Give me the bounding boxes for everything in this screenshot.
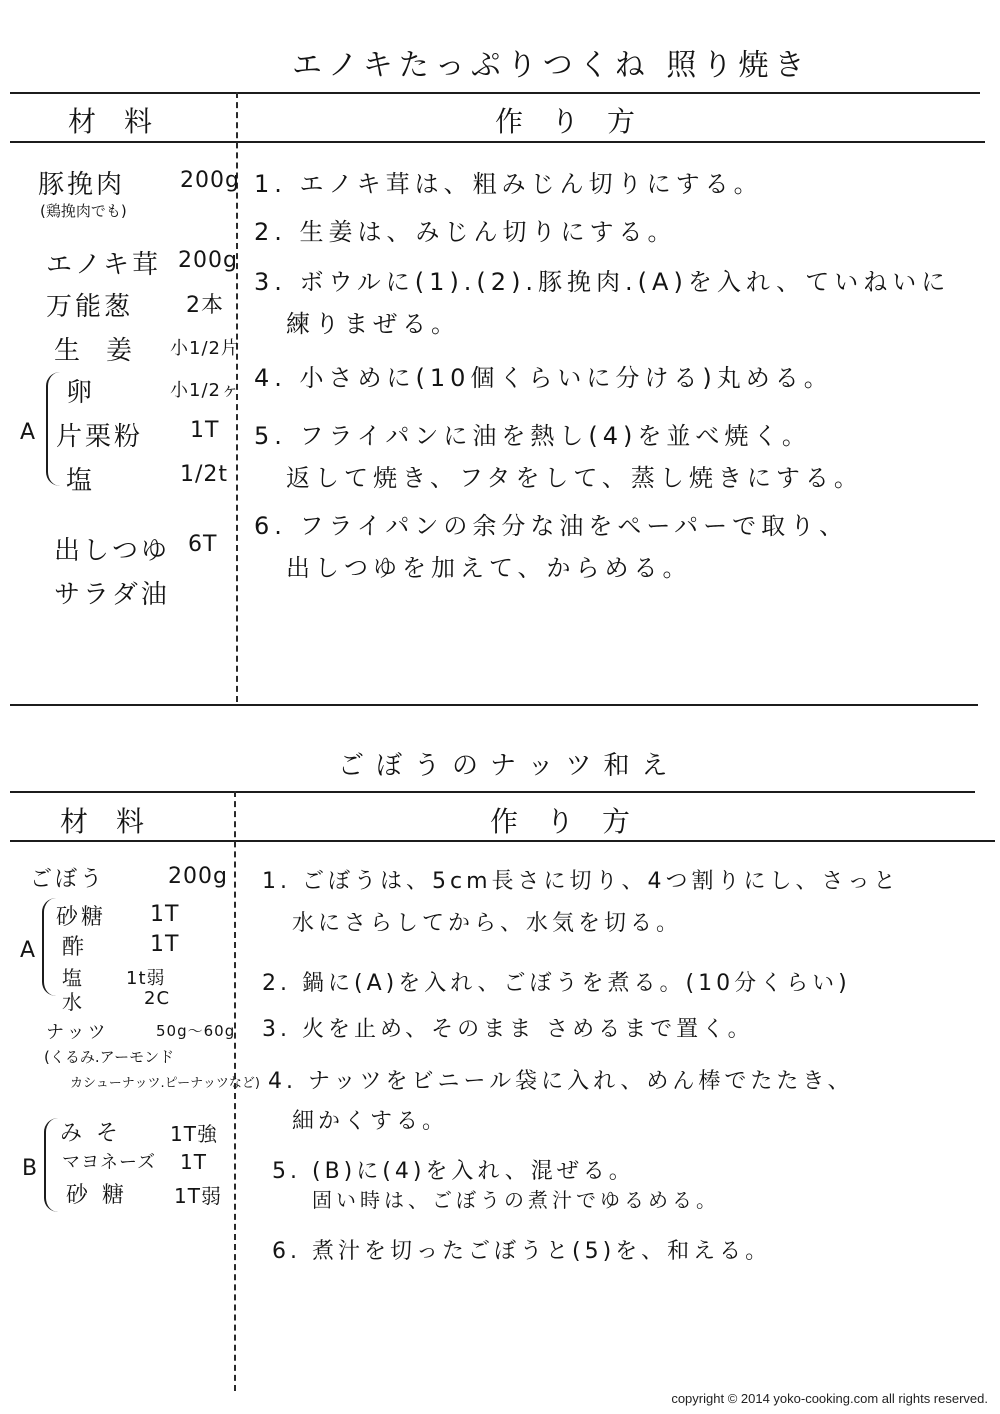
ingredient-name: 片栗粉 — [56, 422, 144, 452]
recipe1-step-line: 6. フライパンの余分な油をペーパーで取り、 — [254, 512, 849, 540]
recipe1-header-top-rule — [10, 92, 980, 94]
ingredient-amount: 200g — [168, 864, 228, 889]
recipe1-step-line: 4. 小さめに(10個くらいに分ける)丸める。 — [254, 364, 833, 392]
ingredient-row — [66, 460, 234, 497]
recipe2-group-a-label: A — [20, 938, 36, 963]
ingredient-name: 塩 — [66, 466, 96, 496]
recipe1-step-line: 出しつゆを加えて、からめる。 — [286, 554, 692, 582]
ingredient-row — [46, 1018, 236, 1044]
ingredient-name: マヨネーズ — [62, 1152, 157, 1173]
ingredient-row — [60, 1116, 232, 1147]
ingredient-amount: 1T — [190, 418, 220, 443]
ingredient-amount: 200g — [178, 248, 238, 273]
recipe2-ingredients-header: 材料 — [60, 805, 173, 838]
recipe2-step-line: 3. 火を止め、そのまま さめるまで置く。 — [262, 1017, 754, 1042]
recipe2-header-top-rule — [10, 791, 975, 793]
ingredient-row — [54, 574, 234, 611]
recipe1-step-line: 1. エノキ茸は、粗みじん切りにする。 — [254, 170, 763, 198]
ingredient-name: 酢 — [62, 935, 88, 960]
ingredient-amount: 1T強 — [170, 1122, 218, 1146]
recipe2-group-a-brace — [42, 898, 56, 996]
recipe1-step-line: 3. ボウルに(1).(2).豚挽肉.(A)を入れ、ていねいに — [254, 268, 951, 296]
recipe2-step-line: 1. ごぼうは、5cm長さに切り、4つ割りにし、さっと — [262, 869, 900, 894]
ingredient-name: 生姜 — [54, 336, 159, 366]
recipe2-step-line: 6. 煮汁を切ったごぼうと(5)を、和える。 — [272, 1239, 772, 1264]
recipe1-header-bottom-rule — [10, 141, 985, 143]
ingredient-amount: 6T — [188, 532, 218, 557]
ingredient-name: サラダ油 — [54, 580, 170, 610]
recipe1-method-header: 作り方 — [495, 105, 664, 138]
recipe2-group-b-brace — [44, 1118, 58, 1212]
ingredient-name: 水 — [62, 990, 85, 1014]
ingredient-amount: 200g — [180, 168, 240, 193]
ingredient-name: 豚挽肉 — [38, 170, 126, 200]
ingredient-amount: 2C — [144, 988, 171, 1009]
ingredient-row — [46, 286, 234, 323]
recipe1-ingredients-header: 材料 — [68, 105, 181, 138]
ingredient-name: 砂糖 — [66, 1183, 139, 1208]
ingredient-name: 砂糖 — [56, 905, 107, 930]
ingredient-row — [30, 862, 230, 893]
ingredient-amount: 1T — [180, 1150, 207, 1174]
ingredient-amount: 1T弱 — [174, 1184, 222, 1208]
ingredient-row — [46, 244, 238, 281]
recipe1-bottom-rule — [10, 704, 978, 706]
ingredient-name: みそ — [60, 1121, 133, 1146]
ingredient-amount: 小1/2ヶ — [170, 380, 240, 401]
recipe2-method-header: 作り方 — [490, 805, 659, 838]
nut-note-line-2: カシューナッツ.ピーナッツなど) — [70, 1076, 260, 1091]
ingredient-row — [66, 1178, 232, 1209]
ingredient-amount: 1T — [150, 902, 180, 927]
recipe1-step-line: 練りまぜる。 — [286, 310, 460, 338]
ingredient-row — [62, 930, 226, 961]
ingredient-row — [66, 372, 240, 409]
recipe2-header-bottom-rule — [10, 840, 995, 842]
recipe1-title: エノキたっぷりつくね 照り焼き — [292, 48, 811, 83]
ingredient-amount: 50g〜60g — [156, 1022, 236, 1040]
ingredient-row — [38, 164, 240, 201]
ingredient-row — [62, 1148, 232, 1174]
ingredient-name: エノキ茸 — [46, 250, 161, 280]
recipe2-step-line: 細かくする。 — [292, 1109, 449, 1134]
ingredient-row — [56, 416, 234, 453]
recipe2-title: ごぼうのナッツ和え — [338, 751, 680, 781]
recipe1-step-line: 2. 生姜は、みじん切りにする。 — [254, 218, 677, 246]
ingredient-name: 万能葱 — [46, 292, 134, 322]
recipe1-step-line: 5. フライパンに油を熱し(4)を並べ焼く。 — [254, 422, 811, 450]
nut-note-line-1: (くるみ.アーモンド — [44, 1048, 175, 1066]
ingredient-name: 卵 — [66, 378, 96, 408]
ingredient-row — [54, 330, 240, 367]
copyright-notice: copyright © 2014 yoko-cooking.com all rights reserved. — [671, 1391, 988, 1406]
ingredient-name: ナッツ — [46, 1022, 109, 1043]
recipe2-step-line: 2. 鍋に(A)を入れ、ごぼうを煮る。(10分くらい) — [262, 971, 851, 996]
ingredient-amount: 2本 — [186, 293, 224, 318]
ingredient-name: ごぼう — [30, 867, 106, 892]
recipe1-group-a-label: A — [20, 420, 36, 445]
recipe2-step-line: 5. (B)に(4)を入れ、混ぜる。 — [272, 1159, 635, 1184]
recipe1-step-line: 返して焼き、フタをして、蒸し焼きにする。 — [286, 464, 863, 492]
ingredient-row — [56, 900, 226, 931]
ingredient-amount: 1/2t — [180, 462, 229, 487]
ingredient-amount: 1t弱 — [126, 968, 166, 989]
ingredient-name: 塩 — [62, 966, 85, 990]
recipe2-step-line: 水にさらしてから、水気を切る。 — [292, 911, 683, 936]
ingredient-row — [54, 530, 234, 567]
ingredient-amount: 小1/2片 — [170, 338, 240, 359]
recipe2-step-line: 4. ナッツをビニール袋に入れ、めん棒でたたき、 — [268, 1069, 854, 1094]
recipe2-step-line: 固い時は、ごぼうの煮汁でゆるめる。 — [312, 1188, 720, 1212]
recipe2-group-b-label: B — [22, 1156, 38, 1181]
ingredient-row — [62, 986, 226, 1015]
ingredient-amount: 1T — [150, 932, 180, 957]
recipe2-column-divider — [234, 791, 236, 1391]
ingredient-note: (鶏挽肉でも) — [40, 202, 127, 220]
ingredient-name: 出しつゆ — [54, 536, 171, 566]
